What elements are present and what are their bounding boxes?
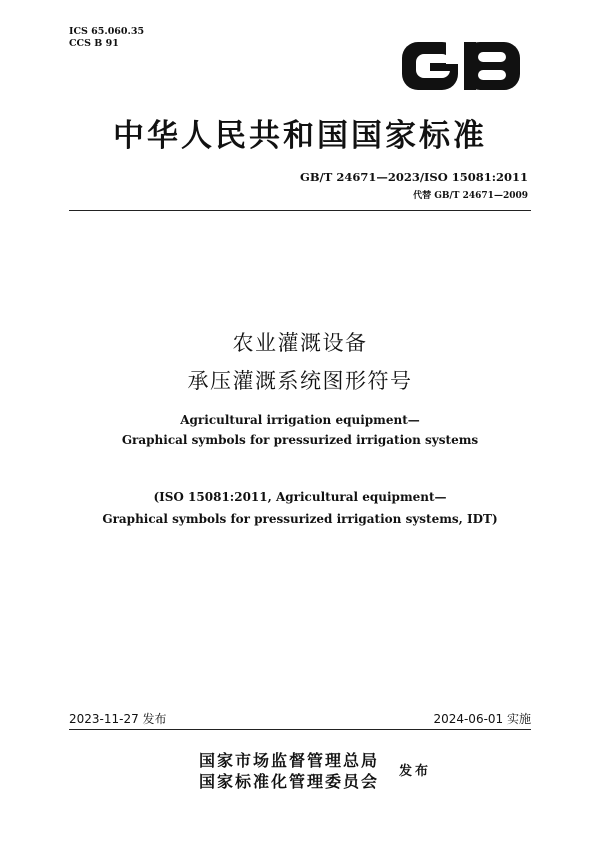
classification-codes bbox=[69, 26, 144, 50]
standard-number: GB/T 24671—2023/ISO 15081:2011 bbox=[300, 170, 528, 184]
bottom-divider bbox=[69, 729, 531, 730]
issue-date: 2023-11-27 发布 bbox=[69, 712, 167, 726]
logo-text: GB bbox=[401, 41, 403, 42]
adoption-line2: Graphical symbols for pressurized irrigation systems, IDT) bbox=[102, 512, 498, 526]
issuer-sac: 国家标准化管理委员会 bbox=[199, 772, 380, 791]
en-title-line1: Agricultural irrigation equipment— bbox=[180, 413, 420, 427]
cn-title-line1: 农业灌溉设备 bbox=[232, 331, 368, 355]
gb-logo bbox=[400, 40, 524, 92]
standard-type-heading: 中华人民共和国国家标准 bbox=[113, 118, 487, 154]
adoption-line1: (ISO 15081:2011, Agricultural equipment— bbox=[153, 490, 447, 504]
issuer-samr: 国家市场监督管理总局 bbox=[199, 751, 380, 770]
cn-title-line2: 承压灌溉系统图形符号 bbox=[187, 369, 413, 393]
implementation-date: 2024-06-01 实施 bbox=[433, 712, 531, 726]
ics-code: ICS 65.060.35 bbox=[69, 26, 145, 37]
publish-label: 发布 bbox=[399, 764, 432, 779]
ccs-code: CCS B 91 bbox=[69, 38, 119, 49]
top-divider bbox=[69, 210, 531, 211]
replaces-note: 代替 GB/T 24671—2009 bbox=[413, 191, 528, 201]
en-title-line2: Graphical symbols for pressurized irrigation systems bbox=[121, 433, 479, 447]
